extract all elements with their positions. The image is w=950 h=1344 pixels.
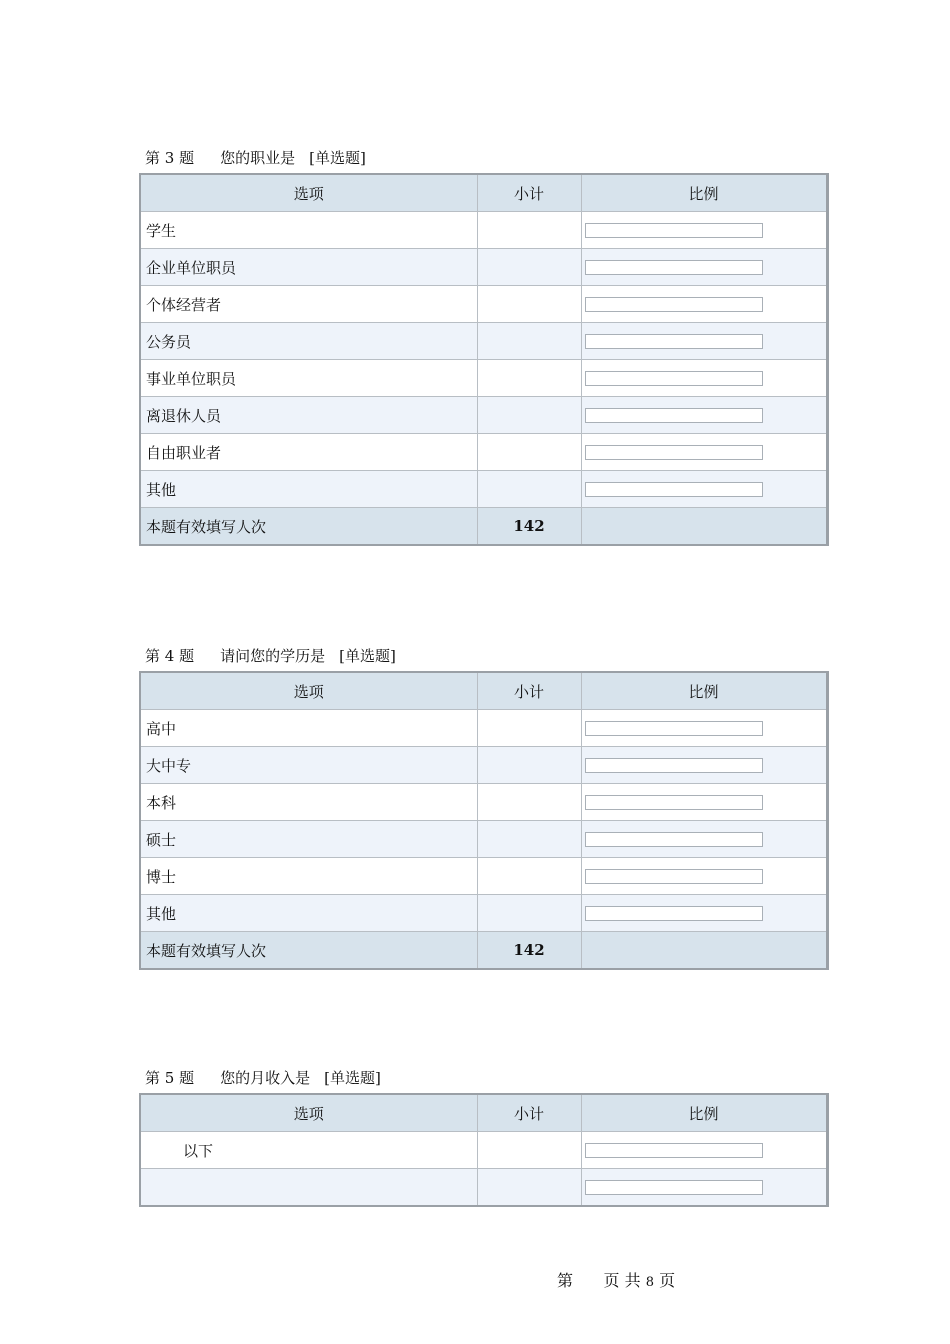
ratio-bar (585, 482, 763, 497)
option-label: 公务员 (140, 323, 477, 360)
table-row (140, 323, 827, 360)
option-count (477, 821, 581, 858)
ratio-bar (585, 869, 763, 884)
option-count (477, 397, 581, 434)
question-4 (139, 645, 826, 970)
ratio-cell (581, 747, 827, 784)
table-row (140, 212, 827, 249)
option-count (477, 360, 581, 397)
footer-prefix: 第 (557, 1271, 574, 1290)
table-row (140, 471, 827, 508)
option-count (477, 249, 581, 286)
ratio-cell (581, 895, 827, 932)
total-ratio-cell (581, 932, 827, 970)
ratio-cell (581, 471, 827, 508)
table-row (140, 710, 827, 747)
ratio-bar (585, 1143, 763, 1158)
question-number: 第 5 题 (145, 1069, 195, 1087)
header-count: 小计 (477, 1094, 581, 1132)
header-row (140, 1094, 827, 1132)
ratio-cell (581, 1132, 827, 1169)
question-text: 请问您的学历是 (220, 647, 326, 665)
header-count: 小计 (477, 174, 581, 212)
question-3 (139, 147, 826, 546)
option-label: 自由职业者 (140, 434, 477, 471)
footer-middle: 页 共 (603, 1271, 641, 1290)
option-label: 事业单位职员 (140, 360, 477, 397)
table-row (140, 286, 827, 323)
results-table (139, 1093, 829, 1207)
option-count (477, 471, 581, 508)
option-count (477, 286, 581, 323)
question-text: 您的职业是 (220, 149, 296, 167)
ratio-bar (585, 371, 763, 386)
total-value: 142 (477, 932, 581, 970)
option-count (477, 434, 581, 471)
option-count (477, 710, 581, 747)
ratio-cell (581, 397, 827, 434)
question-5 (139, 1067, 826, 1207)
question-title (145, 1067, 826, 1089)
option-label: 博士 (140, 858, 477, 895)
option-label: 硕士 (140, 821, 477, 858)
total-row (140, 508, 827, 546)
header-row (140, 672, 827, 710)
header-row (140, 174, 827, 212)
ratio-bar (585, 906, 763, 921)
question-title (145, 147, 826, 169)
option-label: 大中专 (140, 747, 477, 784)
question-type: [单选题] (339, 647, 396, 665)
table-row (140, 858, 827, 895)
ratio-cell (581, 434, 827, 471)
option-label: 个体经营者 (140, 286, 477, 323)
option-label: 企业单位职员 (140, 249, 477, 286)
option-label: 其他 (140, 471, 477, 508)
table-row (140, 360, 827, 397)
ratio-bar (585, 795, 763, 810)
ratio-bar (585, 832, 763, 847)
ratio-cell (581, 858, 827, 895)
header-ratio: 比例 (581, 174, 827, 212)
ratio-bar (585, 758, 763, 773)
option-label: 其他 (140, 895, 477, 932)
table-row (140, 821, 827, 858)
ratio-bar (585, 297, 763, 312)
header-count: 小计 (477, 672, 581, 710)
header-option: 选项 (140, 1094, 477, 1132)
page-footer (557, 1268, 675, 1291)
total-label: 本题有效填写人次 (140, 508, 477, 546)
ratio-cell (581, 212, 827, 249)
ratio-bar (585, 223, 763, 238)
table-row (140, 249, 827, 286)
header-ratio: 比例 (581, 1094, 827, 1132)
total-row (140, 932, 827, 970)
option-count (477, 323, 581, 360)
option-label: 学生 (140, 212, 477, 249)
option-count (477, 1169, 581, 1207)
question-text: 您的月收入是 (220, 1069, 311, 1087)
ratio-bar (585, 408, 763, 423)
option-count (477, 784, 581, 821)
option-label: 离退休人员 (140, 397, 477, 434)
option-label: 高中 (140, 710, 477, 747)
table-row (140, 747, 827, 784)
ratio-cell (581, 286, 827, 323)
option-count (477, 1132, 581, 1169)
option-label: 以下 (140, 1132, 477, 1169)
results-table (139, 173, 829, 546)
ratio-bar (585, 334, 763, 349)
header-option: 选项 (140, 174, 477, 212)
footer-total-pages: 8 (645, 1275, 654, 1290)
total-value: 142 (477, 508, 581, 546)
table-row (140, 434, 827, 471)
ratio-cell (581, 784, 827, 821)
table-row (140, 895, 827, 932)
total-ratio-cell (581, 508, 827, 546)
results-table (139, 671, 829, 970)
option-count (477, 895, 581, 932)
table-row (140, 397, 827, 434)
ratio-bar (585, 721, 763, 736)
question-number: 第 4 题 (145, 647, 195, 665)
header-option: 选项 (140, 672, 477, 710)
option-count (477, 747, 581, 784)
ratio-cell (581, 323, 827, 360)
ratio-cell (581, 710, 827, 747)
option-count (477, 858, 581, 895)
option-label (140, 1169, 477, 1207)
ratio-cell (581, 360, 827, 397)
ratio-bar (585, 260, 763, 275)
question-type: [单选题] (324, 1069, 381, 1087)
table-row (140, 1132, 827, 1169)
question-title (145, 645, 826, 667)
ratio-bar (585, 1180, 763, 1195)
option-count (477, 212, 581, 249)
ratio-cell (581, 821, 827, 858)
option-label: 本科 (140, 784, 477, 821)
table-row (140, 1169, 827, 1207)
ratio-bar (585, 445, 763, 460)
ratio-cell (581, 249, 827, 286)
table-row (140, 784, 827, 821)
total-label: 本题有效填写人次 (140, 932, 477, 970)
question-type: [单选题] (309, 149, 366, 167)
question-number: 第 3 题 (145, 149, 195, 167)
ratio-cell (581, 1169, 827, 1207)
header-ratio: 比例 (581, 672, 827, 710)
footer-suffix: 页 (659, 1271, 676, 1290)
